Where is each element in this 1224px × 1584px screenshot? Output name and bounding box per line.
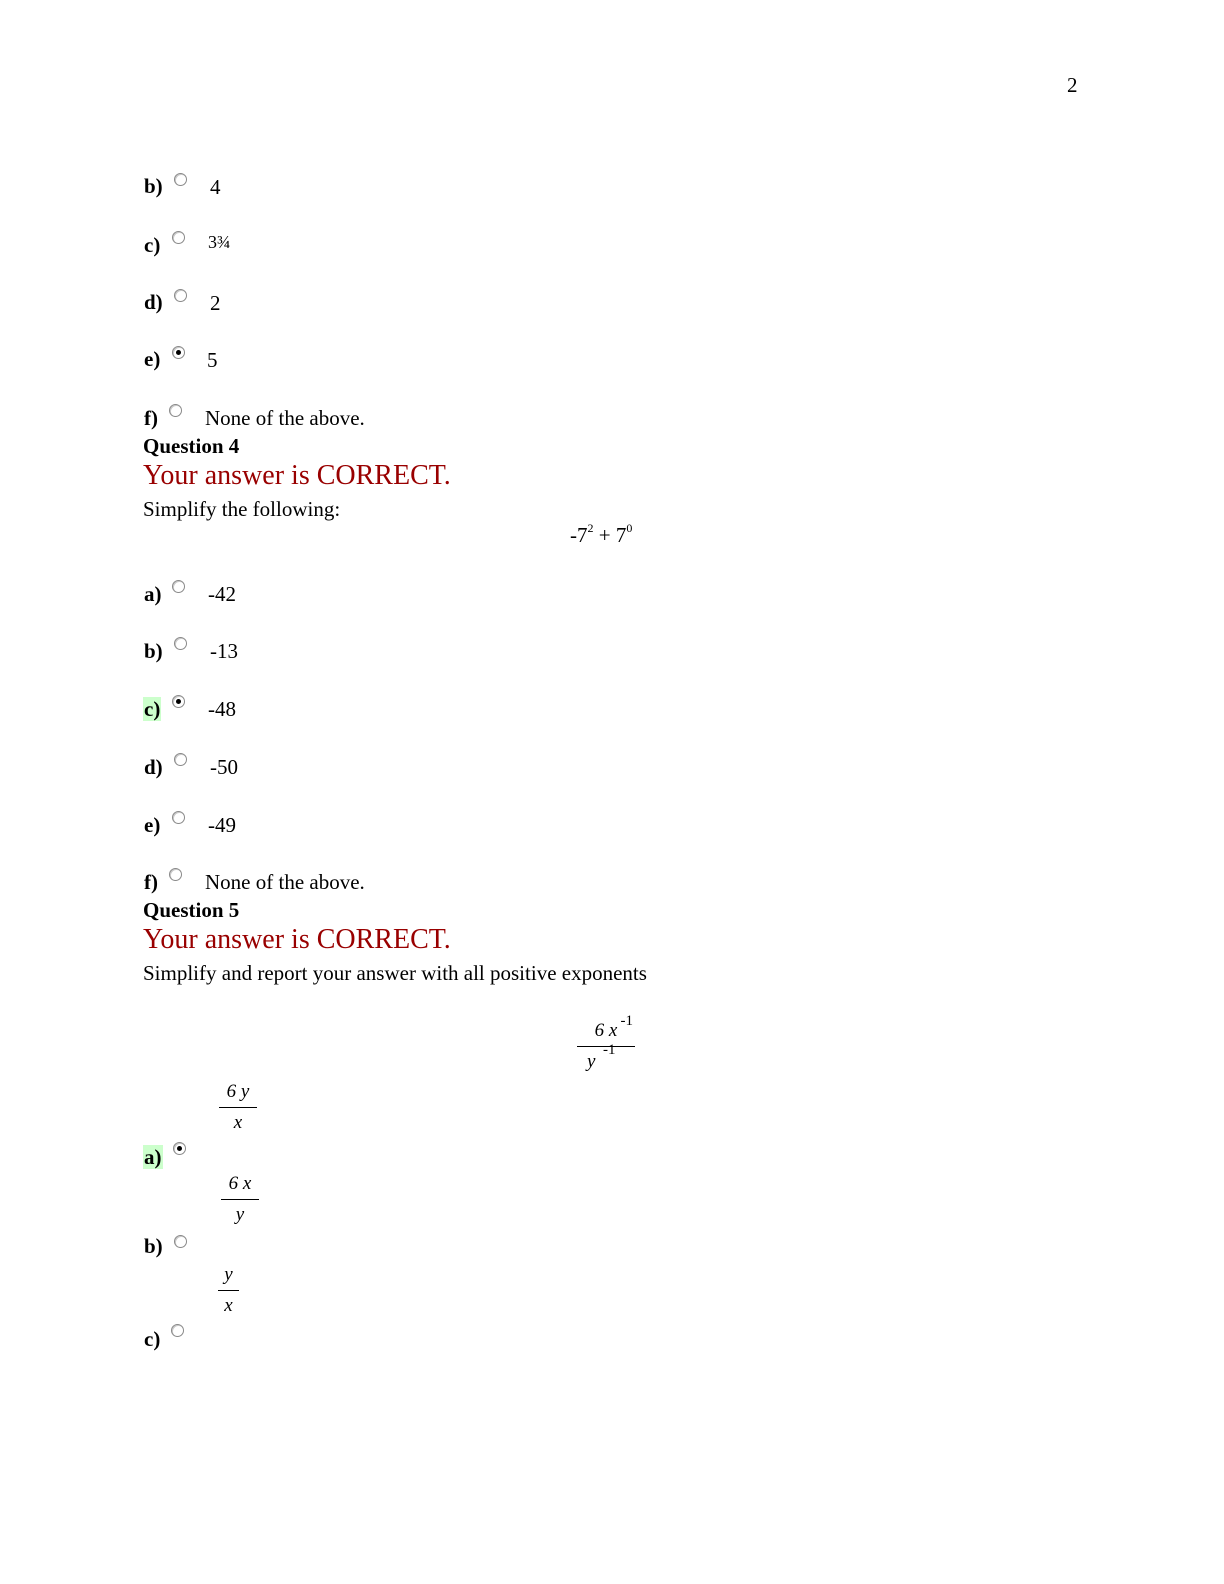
question5-heading: Question 5: [143, 898, 240, 922]
q4-option-c: [143, 697, 161, 722]
page-number: 2: [1067, 73, 1078, 97]
radio-selected-dot: [176, 350, 181, 355]
option-letter: b): [144, 639, 163, 663]
option-value: None of the above.: [205, 870, 365, 894]
q3-option-d: [143, 290, 164, 315]
q3-option-c: [143, 233, 161, 258]
option-value: -48: [208, 697, 236, 721]
expr-denominator: y: [587, 1051, 596, 1072]
q3-radio-d[interactable]: [174, 289, 187, 302]
question5-prompt: Simplify and report your answer with all positive exponents: [143, 961, 647, 985]
question4-heading: Question 4: [143, 434, 240, 458]
expr-op: +: [593, 523, 616, 547]
fraction-denominator: y: [235, 1204, 245, 1225]
q3-option-e: [143, 347, 161, 372]
option-value: -49: [208, 813, 236, 837]
q4-option-b: [143, 639, 164, 664]
option-letter: a): [144, 582, 162, 606]
expr-num-exp: -1: [620, 1013, 633, 1029]
fraction-denominator: x: [224, 1295, 233, 1316]
q4-option-d: [143, 755, 164, 780]
q3-option-b: [143, 174, 164, 199]
q3-radio-b[interactable]: [174, 173, 187, 186]
option-letter: e): [144, 347, 161, 371]
fraction-numerator: 6 x: [228, 1173, 252, 1194]
expr-den-exp: -1: [603, 1042, 616, 1058]
q4-radio-b[interactable]: [174, 637, 187, 650]
fraction-numerator: 6 y: [226, 1081, 250, 1102]
q5-radio-b[interactable]: [174, 1235, 187, 1248]
radio-selected-dot: [176, 699, 181, 704]
q5-option-c: [143, 1327, 161, 1352]
expr-exp2: 0: [626, 521, 633, 535]
q4-radio-c[interactable]: [172, 695, 185, 708]
fraction-bar: [221, 1199, 259, 1200]
option-value: 5: [207, 348, 218, 372]
question5-feedback: Your answer is CORRECT.: [143, 924, 451, 955]
option-letter-highlighted: a): [144, 1145, 162, 1169]
option-value: None of the above.: [205, 406, 365, 430]
q4-option-f: [143, 870, 159, 895]
fraction-numerator: y: [224, 1264, 233, 1285]
option-letter: e): [144, 813, 161, 837]
fraction-denominator: x: [233, 1112, 243, 1133]
q4-radio-e[interactable]: [172, 811, 185, 824]
q3-radio-f[interactable]: [169, 404, 182, 417]
option-value: -13: [210, 639, 238, 663]
q4-radio-f[interactable]: [169, 868, 182, 881]
q3-option-f: [143, 406, 159, 431]
option-letter-highlighted: c): [144, 697, 161, 721]
q5-option-a: [143, 1145, 163, 1170]
option-letter: d): [144, 755, 163, 779]
fraction-bar: [219, 1107, 257, 1108]
q3-radio-c[interactable]: [172, 231, 185, 244]
q5-radio-c[interactable]: [171, 1324, 184, 1337]
option-letter: f): [144, 406, 158, 430]
option-letter: c): [144, 233, 161, 257]
q4-option-e: [143, 813, 161, 838]
option-letter: b): [144, 1234, 163, 1258]
option-letter: f): [144, 870, 158, 894]
question4-feedback: Your answer is CORRECT.: [143, 460, 451, 491]
q3-radio-e[interactable]: [172, 346, 185, 359]
question5-expression: [577, 1013, 635, 1075]
option-letter: c): [144, 1327, 161, 1351]
q5-option-b: [143, 1234, 164, 1259]
expr-numerator: 6 x: [594, 1020, 618, 1041]
option-value: -42: [208, 582, 236, 606]
q4-radio-a[interactable]: [172, 580, 185, 593]
expr-base2: 7: [615, 523, 627, 547]
question4-prompt: Simplify the following:: [143, 497, 341, 521]
question4-expression: [570, 523, 632, 548]
option-letter: b): [144, 174, 163, 198]
option-value: 3¾: [208, 232, 231, 252]
option-value: 2: [210, 291, 221, 315]
fraction-bar: [218, 1290, 239, 1291]
expr-exp1: 2: [587, 521, 594, 535]
q5-option-b-fraction: [221, 1171, 259, 1228]
option-letter: d): [144, 290, 163, 314]
q5-option-c-fraction: [218, 1262, 239, 1319]
q4-option-a: [143, 582, 163, 607]
option-value: -50: [210, 755, 238, 779]
radio-selected-dot: [177, 1146, 182, 1151]
q5-radio-a[interactable]: [173, 1142, 186, 1155]
expr-base1: -7: [570, 523, 588, 547]
q5-option-a-fraction: [219, 1079, 257, 1136]
option-value: 4: [210, 175, 221, 199]
q4-radio-d[interactable]: [174, 753, 187, 766]
